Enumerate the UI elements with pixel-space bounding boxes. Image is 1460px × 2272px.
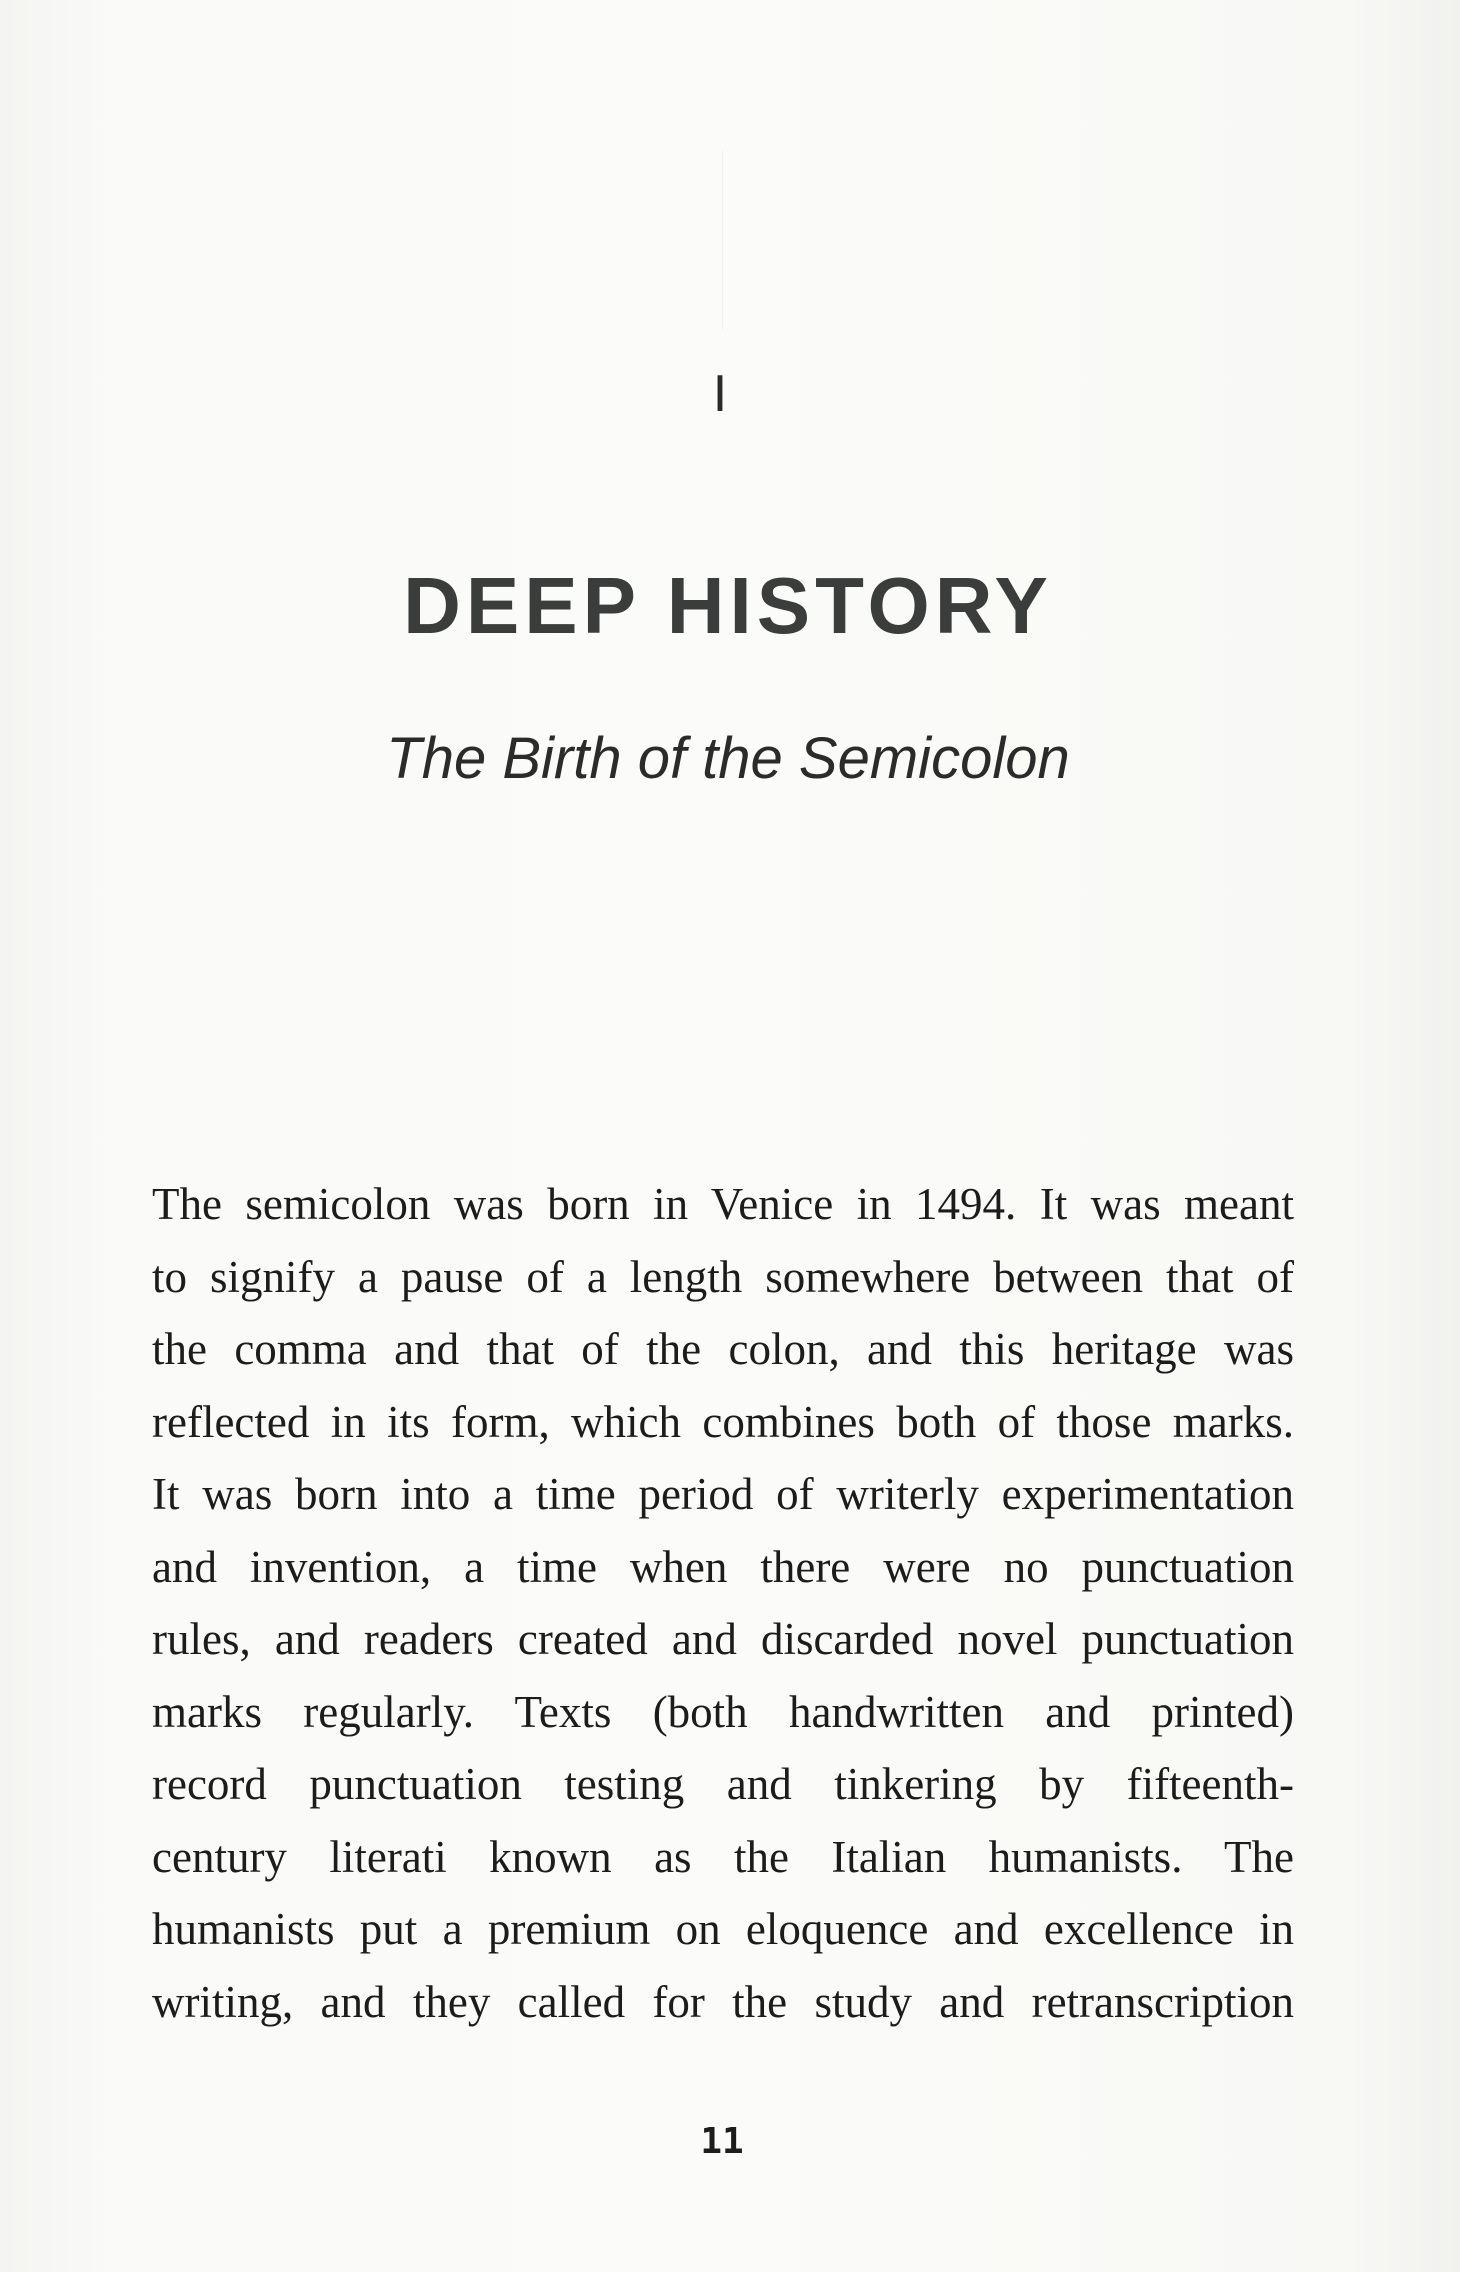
- chapter-title: DEEP HISTORY: [403, 561, 1053, 650]
- text-line: and invention, a time when there were no punctuation: [152, 1541, 1294, 1592]
- body-paragraph: [152, 1168, 1294, 2038]
- text-line: century literati known as the Italian humanists. The: [152, 1831, 1294, 1882]
- text-line: humanists put a premium on eloquence and excellence in: [152, 1904, 1294, 1954]
- text-line: writing, and they called for the study and retranscription: [152, 1976, 1294, 2027]
- scan-artifact: [722, 150, 723, 330]
- text-line: It was born into a time period of writerly experimentation: [152, 1469, 1294, 1519]
- text-line: The semicolon was born in Venice in 1494. It was meant: [152, 1179, 1294, 1229]
- chapter-number: I: [712, 365, 728, 423]
- text-line: to signify a pause of a length somewhere between that of: [152, 1251, 1294, 1302]
- text-line: reflected in its form, which combines both of those marks.: [152, 1396, 1294, 1447]
- text-line: record punctuation testing and tinkering by fifteenth-: [152, 1759, 1294, 1809]
- page-number: 11: [700, 2121, 744, 2162]
- chapter-subtitle: The Birth of the Semicolon: [386, 726, 1070, 791]
- text-line: rules, and readers created and discarded novel punctuation: [152, 1614, 1294, 1664]
- text-line: marks regularly. Texts (both handwritten and printed): [152, 1686, 1294, 1737]
- text-line: the comma and that of the colon, and this heritage was: [152, 1324, 1294, 1374]
